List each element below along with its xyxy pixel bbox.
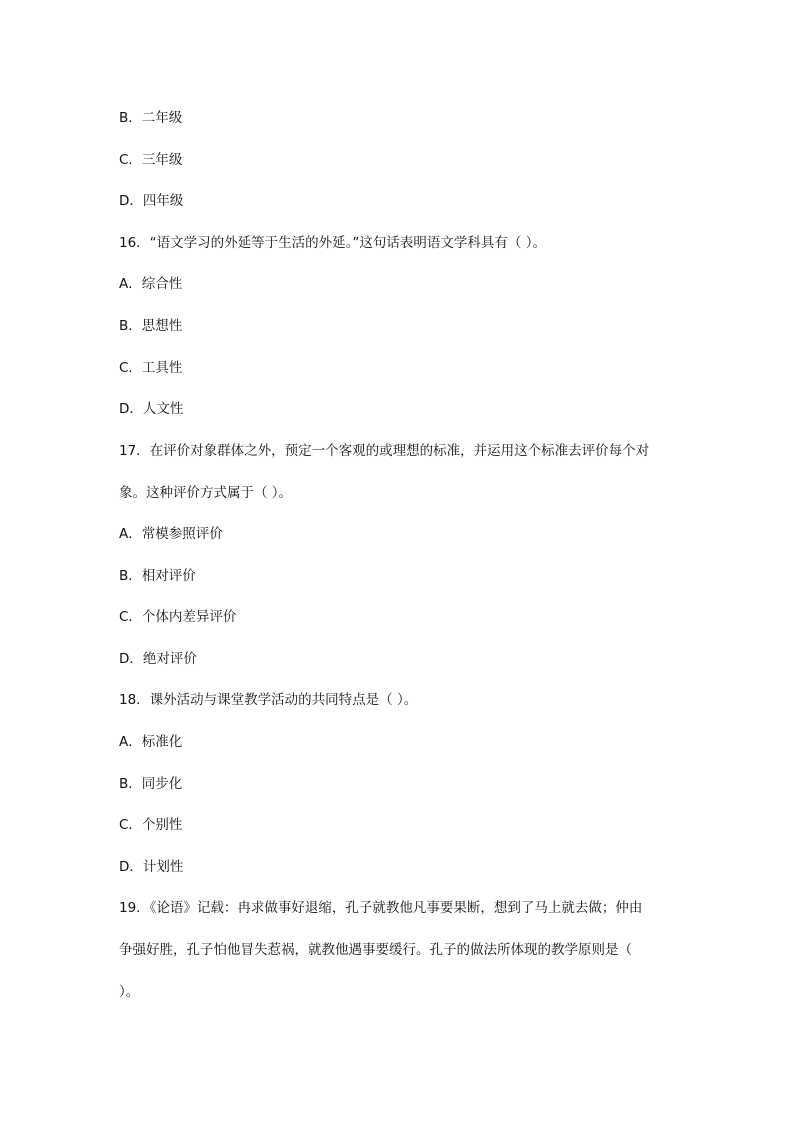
option-c-q15: C．三年级 xyxy=(119,152,183,168)
option-a-q18: A．标准化 xyxy=(119,734,183,750)
question-19-line-3: ）。 xyxy=(119,984,140,1000)
question-18: 18．课外活动与课堂教学活动的共同特点是（ ）。 xyxy=(119,692,418,708)
option-c-q16: C．工具性 xyxy=(119,360,183,376)
question-19-line-1: 19．《论语》记载：冉求做事好退缩，孔子就教他凡事要果断，想到了马上就去做；仲由 xyxy=(119,900,643,916)
option-b-q15: B．二年级 xyxy=(119,110,183,126)
option-a-q17: A．常模参照评价 xyxy=(119,526,223,542)
option-c-q18: C．个别性 xyxy=(119,817,183,833)
question-19-line-2: 争强好胜，孔子怕他冒失惹祸，就教他遇事要缓行。孔子的做法所体现的教学原则是（ xyxy=(119,942,632,958)
option-b-q18: B．同步化 xyxy=(119,776,183,792)
question-17-line-1: 17．在评价对象群体之外，预定一个客观的或理想的标准，并运用这个标准去评价每个对 xyxy=(119,443,650,459)
option-a-q16: A．综合性 xyxy=(119,276,183,292)
option-b-q16: B．思想性 xyxy=(119,318,183,334)
question-17-line-2: 象。这种评价方式属于（ ）。 xyxy=(119,485,293,501)
option-d-q16: D．人文性 xyxy=(119,401,184,417)
option-c-q17: C．个体内差异评价 xyxy=(119,609,237,625)
option-d-q18: D．计划性 xyxy=(119,859,184,875)
option-d-q17: D．绝对评价 xyxy=(119,651,197,667)
option-b-q17: B．相对评价 xyxy=(119,568,196,584)
question-16: 16．“语文学习的外延等于生活的外延。”这句话表明语文学科具有（ ）。 xyxy=(119,235,546,251)
option-d-q15: D．四年级 xyxy=(119,193,184,209)
